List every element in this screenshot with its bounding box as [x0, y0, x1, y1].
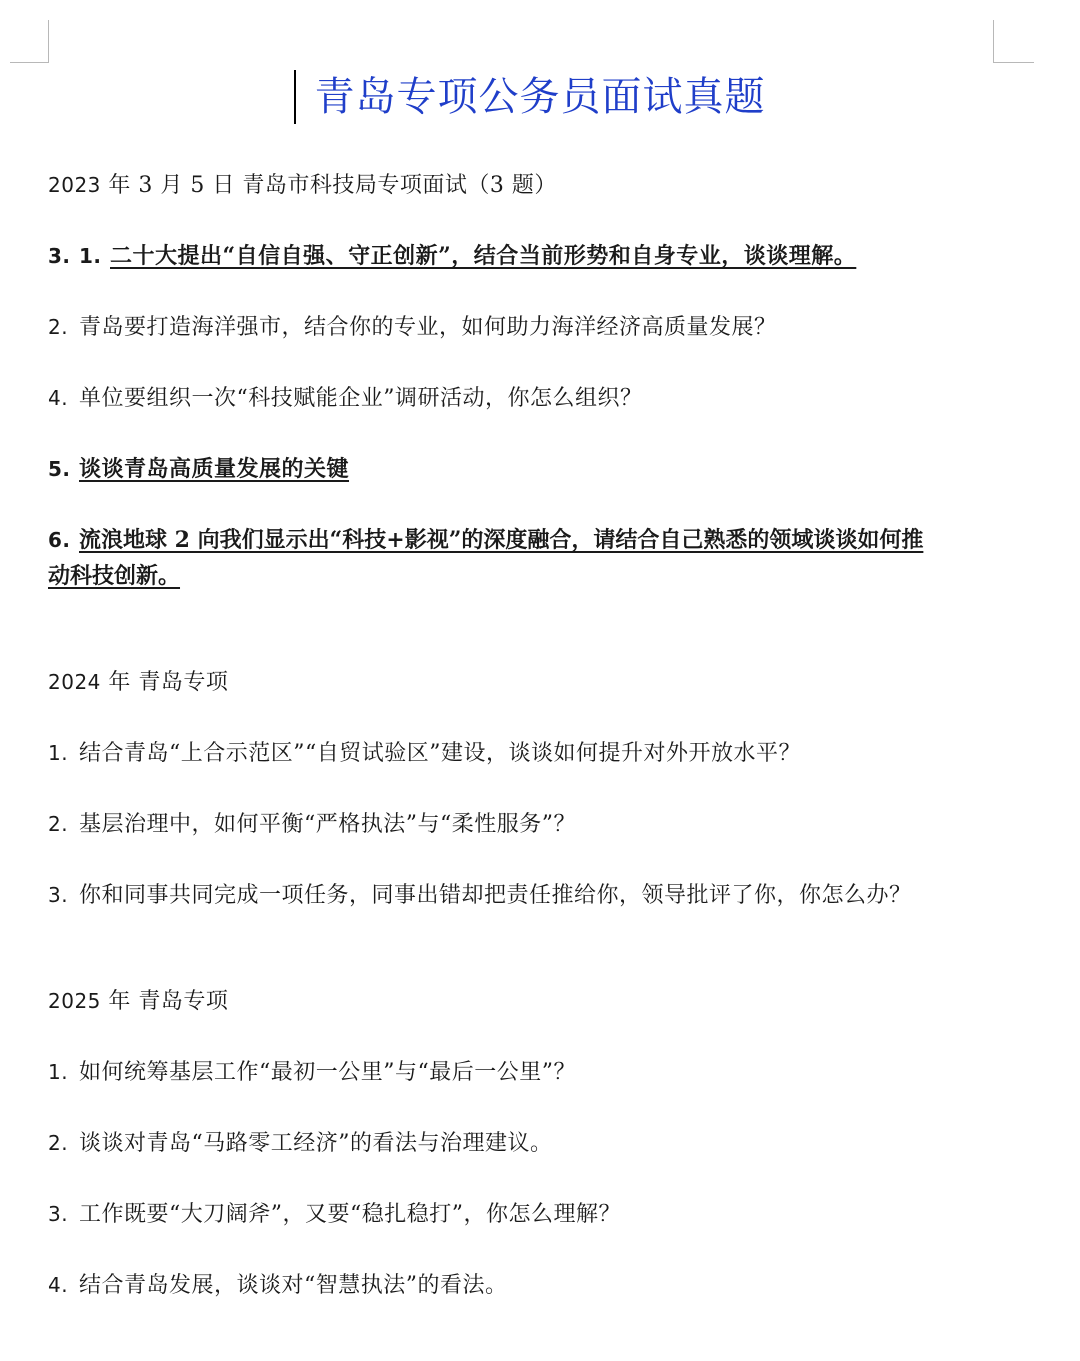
question-2024-1[interactable]: 1. 结合青岛“上合示范区”“自贸试验区”建设，谈谈如何提升对外开放水平？ — [48, 741, 801, 766]
question-2023-5-continuation[interactable]: 动科技创新。 — [48, 563, 181, 589]
question-2025-1[interactable]: 1. 如何统筹基层工作“最初一公里”与“最后一公里”？ — [48, 1060, 576, 1085]
question-2025-2[interactable]: 2. 谈谈对青岛“马路零工经济”的看法与治理建议。 — [48, 1131, 553, 1156]
section-heading-2024[interactable]: 2024 年 青岛专项 — [48, 670, 229, 695]
text-cursor — [294, 70, 296, 124]
question-2023-2[interactable]: 2. 青岛要打造海洋强市，结合你的专业，如何助力海洋经济高质量发展？ — [48, 315, 777, 340]
section-heading-2023[interactable]: 2023 年 3 月 5 日 青岛市科技局专项面试（3 题） — [48, 173, 557, 198]
question-2023-4[interactable]: 5. 谈谈青岛高质量发展的关键 — [48, 456, 350, 482]
question-2023-3[interactable]: 4. 单位要组织一次“科技赋能企业”调研活动，你怎么组织？ — [48, 386, 643, 411]
section-heading-2025[interactable]: 2025 年 青岛专项 — [48, 989, 229, 1014]
question-2024-3[interactable]: 3. 你和同事共同完成一项任务，同事出错却把责任推给你，领导批评了你，你怎么办？ — [48, 883, 912, 908]
question-2023-1[interactable]: 3. 1. 二十大提出“自信自强、守正创新”，结合当前形势和自身专业，谈谈理解。 — [48, 243, 857, 269]
question-2025-4[interactable]: 4. 结合青岛发展，谈谈对“智慧执法”的看法。 — [48, 1273, 508, 1298]
page-title[interactable]: 青岛专项公务员面试真题 — [314, 74, 766, 120]
question-2024-2[interactable]: 2. 基层治理中，如何平衡“严格执法”与“柔性服务”？ — [48, 812, 576, 837]
question-2025-3[interactable]: 3. 工作既要“大刀阔斧”，又要“稳扎稳打”，你怎么理解？ — [48, 1202, 621, 1227]
crop-mark-top-right — [993, 20, 1034, 63]
question-2023-5[interactable]: 6. 流浪地球 2 向我们显示出“科技+影视”的深度融合，请结合自己熟悉的领域谈谈如何推 — [48, 527, 924, 553]
crop-mark-top-left — [10, 20, 49, 63]
